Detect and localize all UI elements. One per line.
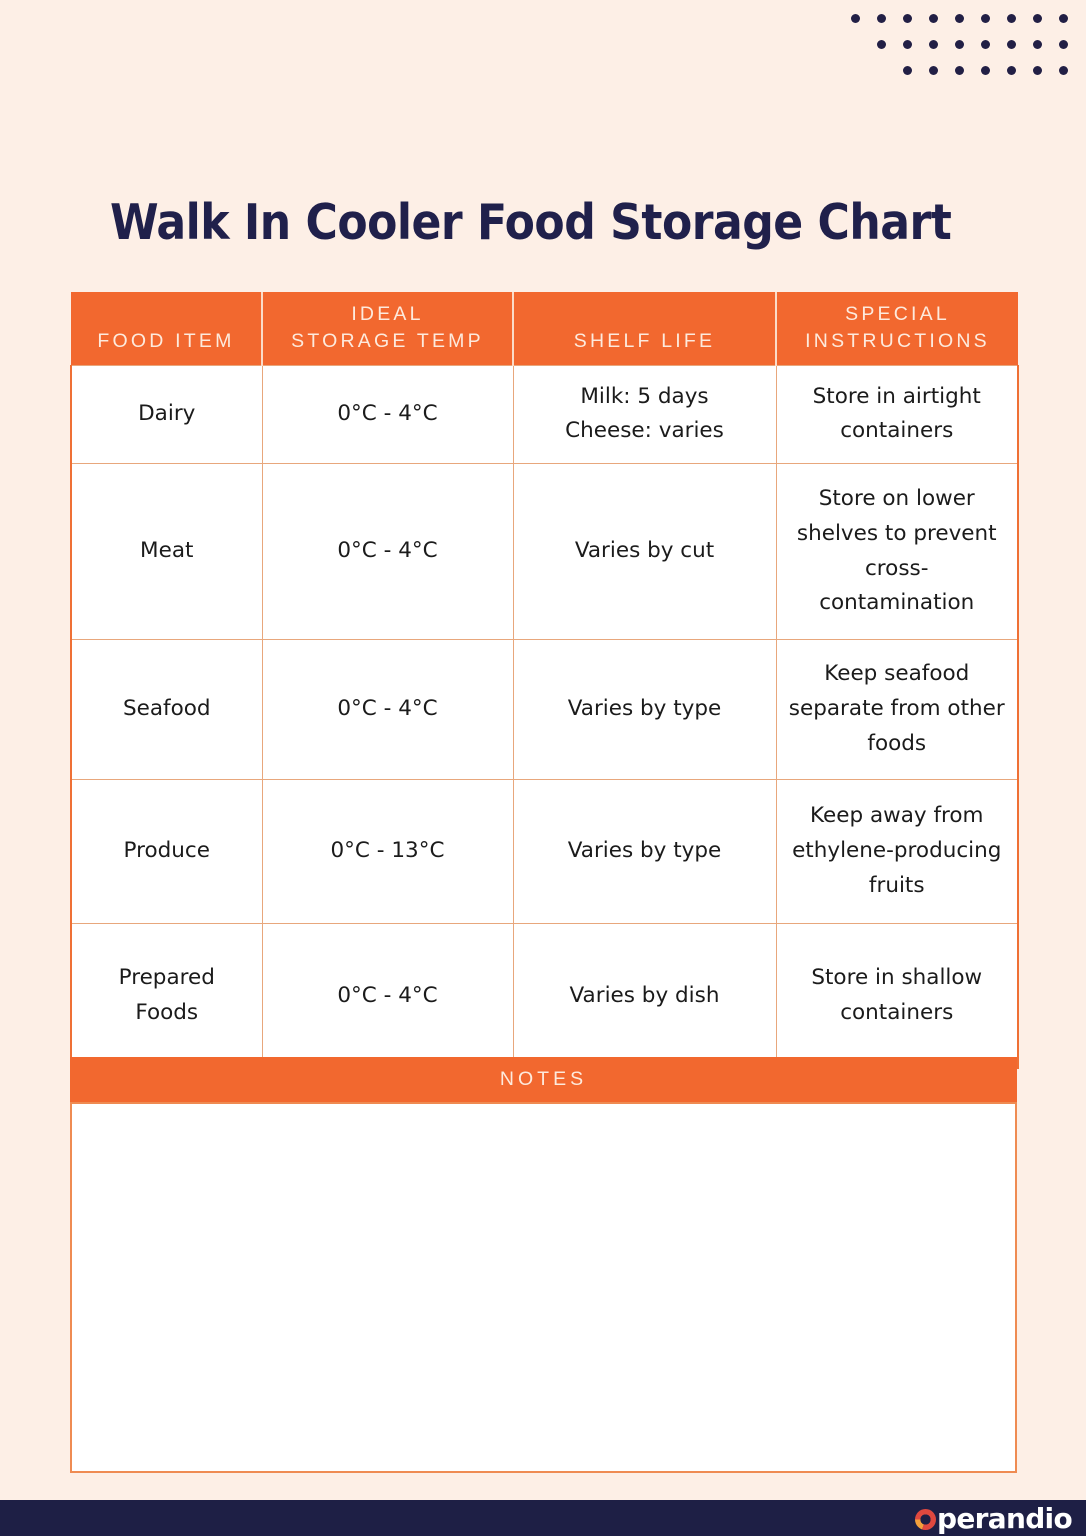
dot bbox=[1059, 40, 1068, 49]
cell-food-item bbox=[71, 924, 262, 1069]
dot bbox=[929, 40, 938, 49]
dot bbox=[955, 66, 964, 75]
cell-value-line2: Cheese: varies bbox=[565, 418, 724, 444]
cell-value: 0°C - 4°C bbox=[337, 538, 438, 564]
column-header-label: SHELF LIFE bbox=[573, 329, 716, 352]
dot bbox=[903, 40, 912, 49]
cell-value-line1: Varies by dish bbox=[569, 982, 720, 1008]
cell-food-item bbox=[71, 780, 262, 924]
notes-section-header bbox=[70, 1057, 1017, 1102]
dot bbox=[851, 14, 860, 23]
footer-bar bbox=[0, 1500, 1086, 1536]
dot bbox=[1059, 14, 1068, 23]
cell-special-instructions bbox=[776, 780, 1018, 924]
column-header-label-line1: SPECIAL bbox=[845, 302, 950, 325]
dot bbox=[1007, 66, 1016, 75]
cell-ideal-storage-temp bbox=[262, 640, 513, 780]
dot bbox=[955, 14, 964, 23]
column-header-special-instructions bbox=[776, 292, 1018, 365]
dot bbox=[1059, 66, 1068, 75]
dot bbox=[1033, 40, 1042, 49]
notes-header-label: NOTES bbox=[499, 1068, 588, 1090]
dot bbox=[1033, 14, 1042, 23]
cell-value-line1: Varies by type bbox=[567, 838, 722, 864]
table-body bbox=[71, 365, 1018, 1069]
notes-write-in-area[interactable] bbox=[70, 1102, 1017, 1473]
table-row bbox=[71, 464, 1018, 640]
cell-ideal-storage-temp bbox=[262, 780, 513, 924]
dot bbox=[1007, 40, 1016, 49]
table-header-row bbox=[71, 292, 1018, 365]
column-header-label: FOOD ITEM bbox=[97, 329, 235, 352]
dot-row bbox=[860, 66, 1086, 75]
dot bbox=[981, 14, 990, 23]
column-header-label-line2: STORAGE TEMP bbox=[291, 329, 484, 352]
cell-value: Store in airtight containers bbox=[812, 383, 981, 444]
cell-shelf-life bbox=[513, 365, 776, 464]
cell-ideal-storage-temp bbox=[262, 924, 513, 1069]
cell-value: Store in shallow containers bbox=[811, 965, 983, 1026]
dot bbox=[981, 40, 990, 49]
dot-row bbox=[860, 40, 1086, 49]
cell-special-instructions bbox=[776, 464, 1018, 640]
dot bbox=[1033, 66, 1042, 75]
cell-food-item bbox=[71, 464, 262, 640]
column-header-ideal-storage-temp bbox=[262, 292, 513, 365]
cell-shelf-life bbox=[513, 640, 776, 780]
table-row bbox=[71, 924, 1018, 1069]
cell-value: 0°C - 13°C bbox=[330, 838, 445, 864]
cell-value: Keep seafood separate from other foods bbox=[788, 661, 1005, 757]
dot bbox=[877, 40, 886, 49]
cell-value-line1: Varies by cut bbox=[574, 538, 715, 564]
decorative-dot-grid bbox=[860, 0, 1086, 92]
cell-value: Keep away from ethylene-producing fruits bbox=[792, 803, 1002, 899]
column-header-food-item bbox=[71, 292, 262, 365]
dot-row bbox=[860, 14, 1086, 23]
dot bbox=[981, 66, 990, 75]
cell-value: Store on lower shelves to prevent cross-contamination bbox=[796, 486, 997, 616]
page-title: Walk In Cooler Food Storage Chart bbox=[110, 193, 952, 251]
table-row bbox=[71, 365, 1018, 464]
dot bbox=[877, 14, 886, 23]
cell-value: 0°C - 4°C bbox=[337, 982, 438, 1008]
cell-value: Meat bbox=[140, 538, 194, 564]
cell-value: Produce bbox=[123, 838, 210, 864]
food-storage-table bbox=[70, 292, 1019, 1069]
cell-special-instructions bbox=[776, 365, 1018, 464]
cell-special-instructions bbox=[776, 640, 1018, 780]
dot bbox=[955, 40, 964, 49]
table-header bbox=[71, 292, 1018, 365]
column-header-label-line1: IDEAL bbox=[351, 302, 424, 325]
table-row bbox=[71, 640, 1018, 780]
operandio-logo-mark-icon bbox=[915, 1509, 936, 1530]
cell-special-instructions bbox=[776, 924, 1018, 1069]
cell-shelf-life bbox=[513, 780, 776, 924]
cell-value: 0°C - 4°C bbox=[337, 400, 438, 426]
column-header-label-line2: INSTRUCTIONS bbox=[805, 329, 990, 352]
brand-name: perandio bbox=[937, 1502, 1072, 1535]
table-row bbox=[71, 780, 1018, 924]
operandio-logo bbox=[915, 1502, 1072, 1535]
cell-value: Prepared Foods bbox=[118, 965, 215, 1026]
cell-ideal-storage-temp bbox=[262, 365, 513, 464]
cell-food-item bbox=[71, 640, 262, 780]
dot bbox=[929, 14, 938, 23]
cell-ideal-storage-temp bbox=[262, 464, 513, 640]
cell-value: 0°C - 4°C bbox=[337, 696, 438, 722]
cell-value: Dairy bbox=[138, 400, 196, 426]
cell-value-line1: Varies by type bbox=[567, 696, 722, 722]
dot bbox=[903, 66, 912, 75]
cell-shelf-life bbox=[513, 464, 776, 640]
cell-food-item bbox=[71, 365, 262, 464]
dot bbox=[929, 66, 938, 75]
cell-value: Seafood bbox=[122, 696, 211, 722]
column-header-shelf-life bbox=[513, 292, 776, 365]
cell-shelf-life bbox=[513, 924, 776, 1069]
dot bbox=[1007, 14, 1016, 23]
cell-value-line1: Milk: 5 days bbox=[580, 383, 709, 409]
dot bbox=[903, 14, 912, 23]
